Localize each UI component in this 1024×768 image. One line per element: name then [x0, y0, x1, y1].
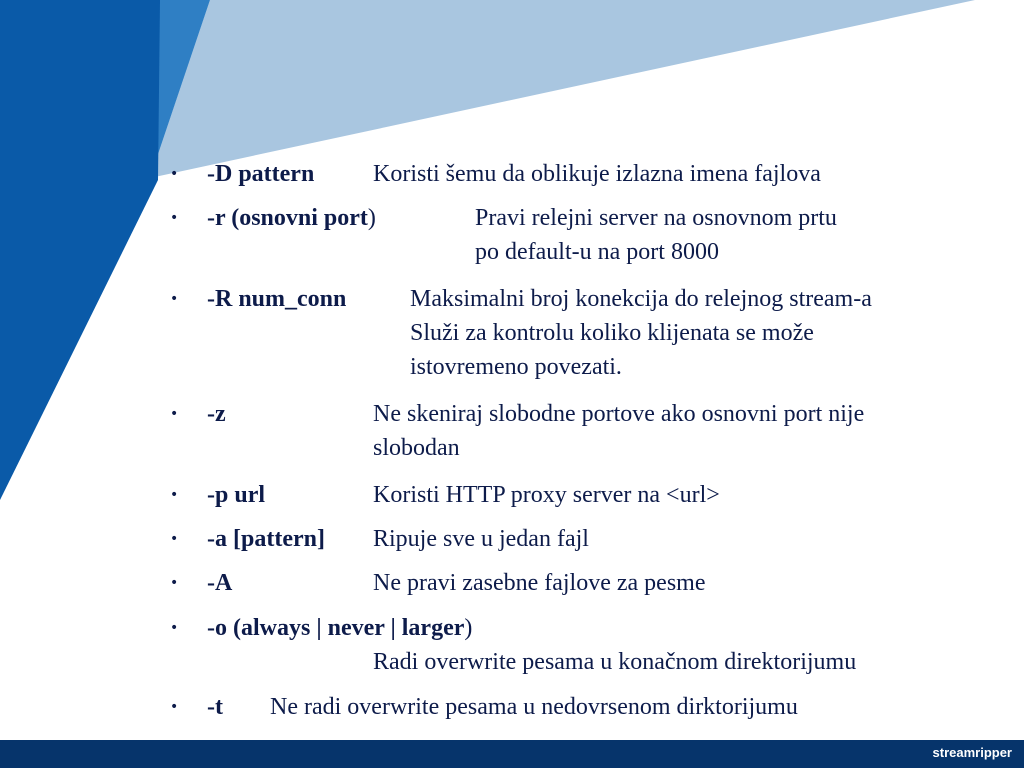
description-line: Ne skeniraj slobodne portove ako osnovni port nije — [373, 401, 865, 427]
option-label: -z — [207, 401, 226, 427]
option-description — [373, 645, 856, 679]
option-label: -a [pattern] — [207, 526, 325, 552]
description-line: istovremeno povezati. — [410, 354, 622, 380]
option-label — [207, 611, 472, 645]
description-line: Koristi HTTP proxy server na <url> — [373, 482, 720, 508]
option-label: -p url — [207, 482, 266, 508]
option-description — [270, 690, 798, 724]
option-label: -D pattern — [207, 161, 315, 187]
description-line: po default-u na port 8000 — [475, 239, 719, 265]
footer-label: streamripper — [932, 745, 1012, 760]
option-bold: osnovni port — [239, 205, 368, 231]
bullet: • — [170, 620, 179, 636]
bullet: • — [170, 575, 179, 591]
description-line: Koristi šemu da oblikuje izlazna imena fajlova — [373, 161, 821, 187]
option-suffix: ) — [367, 205, 376, 231]
option-description — [373, 566, 706, 600]
bullet: • — [170, 406, 179, 422]
option-description — [475, 201, 837, 269]
option-description — [373, 397, 864, 465]
description-line: Služi za kontrolu koliko klijenata se može — [410, 320, 814, 346]
description-line: Maksimalni broj konekcija do relejnog stream-a — [410, 286, 872, 312]
option-label: -t — [207, 694, 223, 720]
option-prefix: -r ( — [207, 205, 240, 231]
option-label — [207, 201, 376, 235]
option-suffix: ) — [464, 615, 473, 641]
option-description — [373, 522, 589, 556]
description-line: Ne radi overwrite pesama u nedovrsenom dirktorijumu — [270, 694, 798, 720]
bullet: • — [170, 531, 179, 547]
bullet: • — [170, 291, 179, 307]
option-bold: always | never | larger — [240, 615, 465, 641]
option-prefix: -o ( — [207, 615, 241, 641]
option-label: -A — [207, 570, 233, 596]
bullet: • — [170, 487, 179, 503]
description-line: Pravi relejni server na osnovnom prtu — [475, 205, 837, 231]
bullet: • — [170, 210, 179, 226]
description-line: Ripuje sve u jedan fajl — [373, 526, 589, 552]
bullet: • — [170, 166, 179, 182]
description-line: Ne pravi zasebne fajlove za pesme — [373, 570, 706, 596]
footer-bar — [0, 740, 1024, 768]
option-label: -R num_conn — [207, 286, 347, 312]
description-line: slobodan — [373, 435, 460, 461]
bullet: • — [170, 699, 179, 715]
description-line: Radi overwrite pesama u konačnom direktorijumu — [373, 649, 857, 675]
option-description — [373, 478, 720, 512]
option-description — [373, 157, 821, 191]
option-description — [410, 282, 872, 384]
